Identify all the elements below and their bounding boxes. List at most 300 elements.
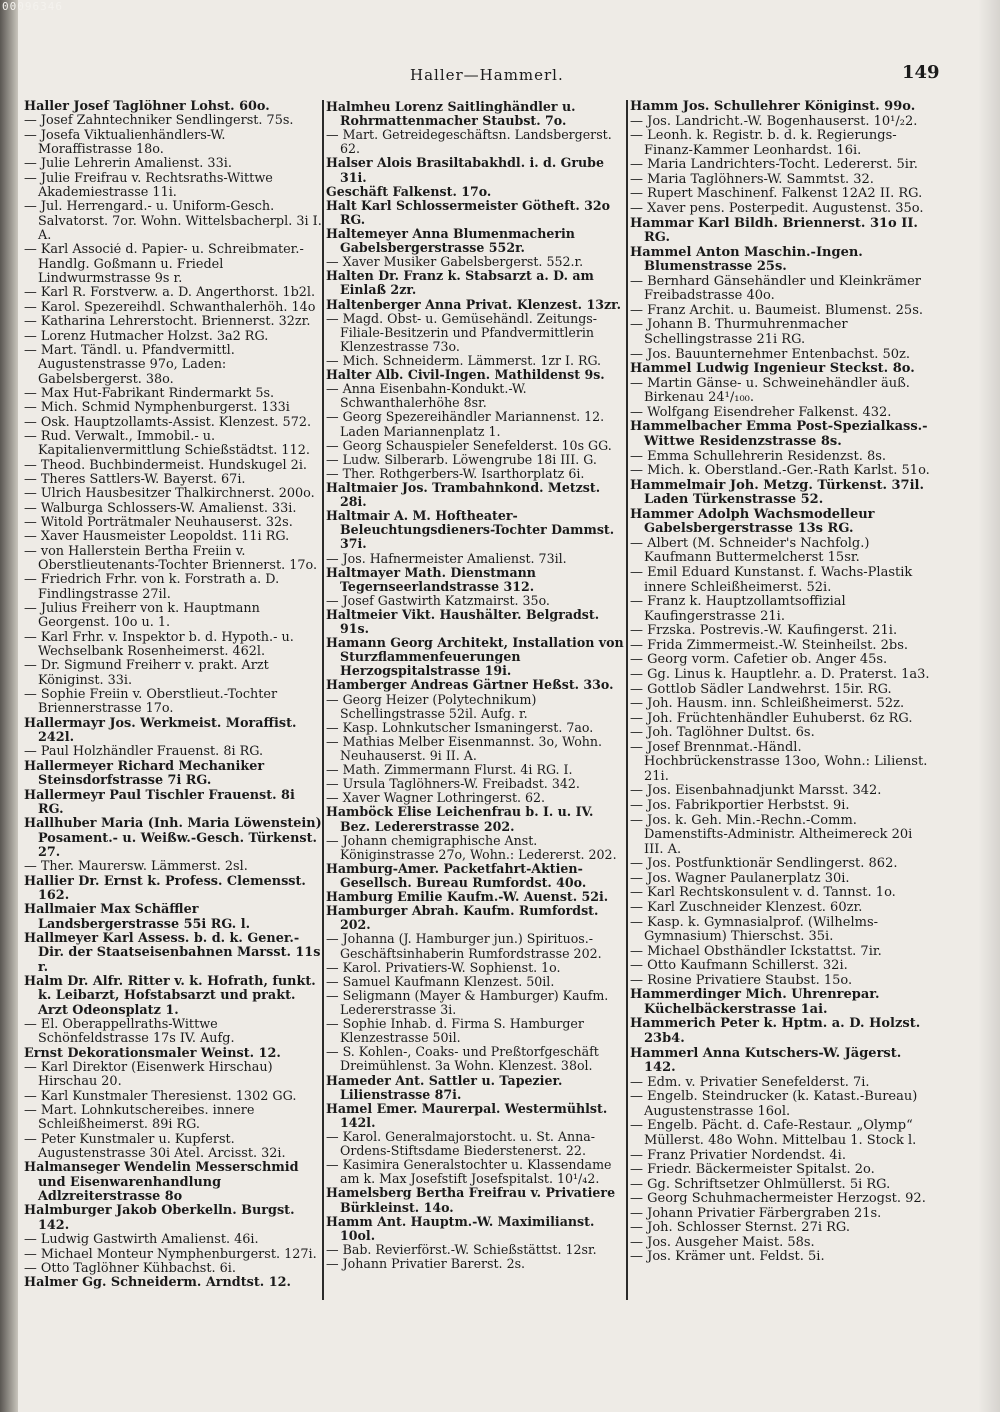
directory-entry [24, 875, 322, 904]
directory-entry [326, 693, 624, 721]
entry-text: Hammel Anton Maschin.-Ingen. Blumenstrasse 25s. [630, 245, 863, 275]
entry-text: — Peter Kunstmaler u. Kupferst. Augustenstrasse 30i Atel. Arcisst. 32i. [24, 1132, 286, 1162]
entry-text: — Mart. Tändl. u. Pfandvermittl. Augustenstrasse 97o, Laden: Gabelsbergerst. 38o. [24, 343, 235, 387]
entry-text: — Bernhard Gänsehändler und Kleinkrämer Freibadstrasse 40o. [630, 274, 922, 304]
entry-text: — Rosine Privatiere Staubst. 15o. [630, 973, 853, 988]
directory-entry [630, 916, 930, 945]
directory-entry [326, 932, 624, 960]
entry-text: — Otto Kaufmann Schillerst. 32i. [630, 959, 848, 974]
entry-text: — Karl R. Forstverw. a. D. Angerthorst. 1b2l. [24, 286, 316, 301]
entry-text: Haltemeyer Anna Blumenmacherin Gabelsbergerstrasse 552r. [326, 226, 575, 256]
entry-text: — Witold Porträtmaler Neuhauserst. 32s. [24, 515, 293, 530]
entry-text: — Karol. Spezereihdl. Schwanthalerhöh. 14o [24, 300, 316, 315]
directory-entry [630, 100, 930, 115]
entry-text: — Georg vorm. Cafetier ob. Anger 45s. [630, 653, 888, 668]
directory-entry [326, 453, 624, 467]
directory-entry [630, 1250, 930, 1265]
directory-entry [630, 1163, 930, 1178]
directory-entry [24, 975, 322, 1018]
directory-entry [630, 1178, 930, 1193]
directory-entry [24, 459, 322, 473]
directory-entry [630, 479, 930, 508]
entry-text: Hamelsberg Bertha Freifrau v. Privatiere Bürkleinst. 14o. [326, 1186, 616, 1215]
directory-entry [326, 439, 624, 453]
directory-entry [630, 1192, 930, 1207]
entry-text: — Emma Schullehrerin Residenzst. 8s. [630, 449, 887, 464]
directory-column-1 [24, 100, 322, 1291]
entry-text: — Sophie Freiin v. Oberstlieut.-Tochter Briennerstrasse 17o. [24, 688, 278, 717]
entry-text: Hammerl Anna Kutschers-W. Jägerst. 142. [630, 1046, 902, 1076]
entry-text: Hallmaier Max Schäffler Landsbergerstrasse 55i RG. l. [24, 903, 251, 932]
entry-text: — Dr. Sigmund Freiherr v. prakt. Arzt Königinst. 33i. [24, 659, 269, 688]
entry-text: — Otto Taglöhner Kühbachst. 6i. [24, 1261, 236, 1276]
directory-entry [630, 712, 930, 727]
entry-text: Hammerdinger Mich. Uhrenrepar. Küchelbäckerstrasse 1ai. [630, 988, 880, 1017]
directory-entry [326, 128, 624, 156]
entry-text: Halt Karl Schlossermeister Götheft. 32o RG. [326, 198, 611, 227]
directory-entry [24, 1262, 322, 1276]
directory-entry [24, 659, 322, 688]
entry-text: — Mart. Lohnkutschereibes. innere Schleißheimerst. 89i RG. [24, 1104, 255, 1133]
directory-entry [24, 573, 322, 602]
directory-entry [630, 1047, 930, 1076]
directory-entry [630, 115, 930, 130]
entry-text: — Karol. Generalmajorstocht. u. St. Anna-Ordens-Stiftsdame Biederstenerst. 22. [326, 1129, 595, 1159]
entry-text: Haltmaier Jos. Trambahnkond. Metzst. 28i. [326, 480, 601, 510]
directory-entry [24, 631, 322, 660]
entry-text: — Friedr. Bäckermeister Spitalst. 2o. [630, 1163, 875, 1178]
directory-entry [24, 401, 322, 415]
entry-text: — Max Hut-Fabrikant Rindermarkt 5s. [24, 386, 275, 401]
directory-entry [24, 344, 322, 387]
directory-entry [326, 1130, 624, 1158]
directory-entry [24, 286, 322, 300]
directory-entry [326, 552, 624, 566]
directory-entry [326, 227, 624, 255]
directory-entry [630, 377, 930, 406]
entry-text: — Karl Rechtskonsulent v. d. Tannst. 1o. [630, 886, 896, 901]
entry-text: Halmanseger Wendelin Messerschmid und Eisenwarenhandlung Adlzreiterstrasse 8o [24, 1161, 299, 1205]
directory-entry [326, 1186, 624, 1214]
directory-entry [24, 903, 322, 932]
directory-entry [326, 862, 624, 890]
directory-entry [630, 1090, 930, 1119]
entry-text: Hamburger Abrah. Kaufm. Rumfordst. 202. [326, 904, 599, 933]
directory-entry [630, 202, 930, 217]
directory-entry [630, 814, 930, 858]
directory-entry [326, 382, 624, 410]
directory-entry [24, 1233, 322, 1247]
directory-entry [326, 890, 624, 904]
directory-entry [630, 129, 930, 158]
entry-text: Hallhuber Maria (Inh. Maria Löwenstein) Posament.- u. Weißw.-Gesch. Türkenst. 27. [24, 817, 322, 860]
directory-entry [630, 246, 930, 275]
entry-text: — Mart. Getreidegeschäftsn. Landsbergerst. 62. [326, 128, 612, 157]
entry-text: Hamburg-Amer. Packetfahrt-Aktien-Gesellsch. Bureau Rumfordst. 40o. [326, 861, 587, 891]
directory-entry [24, 1248, 322, 1262]
entry-text: — Engelb. Steindrucker (k. Katast.-Bureau) Augustenstrasse 16ol. [630, 1090, 918, 1119]
entry-text: — Johann B. Thurmuhrenmacher Schellingstrasse 21i RG. [630, 318, 848, 347]
directory-entry [630, 362, 930, 377]
directory-entry [326, 509, 624, 551]
entry-text: — Sophie Inhab. d. Firma S. Hamburger Klenzestrasse 50il. [326, 1017, 584, 1046]
directory-entry [630, 348, 930, 363]
directory-column-2 [326, 100, 624, 1271]
entry-text: — Karl Associé d. Papier- u. Schreibmater.-Handlg. Goßmann u. Friedel Lindwurmstrasse 9s r. [24, 243, 304, 287]
directory-entry [24, 200, 322, 243]
entry-text: — Friedrich Frhr. von k. Forstrath a. D. Findlingstrasse 27il. [24, 573, 280, 602]
directory-entry [630, 406, 930, 421]
page-number: 149 [902, 62, 940, 83]
directory-entry [326, 1102, 624, 1130]
directory-entry [326, 1243, 624, 1257]
directory-entry [24, 932, 322, 975]
entry-text: — Ursula Taglöhners-W. Freibadst. 342. [326, 777, 580, 792]
directory-entry [24, 1133, 322, 1162]
directory-entry [326, 312, 624, 354]
entry-text: — Seligmann (Mayer & Hamburger) Kaufm. Ledererstrasse 3i. [326, 988, 609, 1017]
directory-entry [24, 545, 322, 574]
directory-entry [630, 1076, 930, 1091]
entry-text: — Jul. Herrengard.- u. Uniform-Gesch. Salvatorst. 7or. Wohn. Wittelsbacherpl. 3i I. A. [24, 200, 322, 244]
entry-text: — Math. Zimmermann Flurst. 4i RG. I. [326, 763, 573, 778]
entry-text: — Georg Schauspieler Senefelderst. 10s GG. [326, 438, 612, 453]
directory-entry [630, 799, 930, 814]
entry-text: — Mich. Schneiderm. Lämmerst. 1zr I. RG. [326, 353, 602, 368]
directory-entry [24, 430, 322, 459]
entry-text: — Xaver pens. Posterpedit. Augustenst. 35o. [630, 201, 924, 216]
directory-entry [630, 668, 930, 683]
entry-text: — Osk. Hauptzollamts-Assist. Klenzest. 572. [24, 415, 312, 430]
directory-entry [24, 602, 322, 631]
entry-text: — Franz k. Hauptzollamtsoffizial Kaufingerstrasse 21i. [630, 595, 846, 624]
entry-text: — Kasp. Lohnkutscher Ismaningerst. 7ao. [326, 720, 594, 735]
entry-text: — Albert (M. Schneider's Nachfolg.) Kaufmann Buttermelcherst 15sr. [630, 536, 870, 566]
directory-entry [326, 791, 624, 805]
directory-entry [24, 789, 322, 818]
entry-text: — Maria Taglöhners-W. Sammtst. 32. [630, 172, 874, 187]
directory-entry [24, 1018, 322, 1047]
entry-text: Halmheu Lorenz Saitlinghändler u. Rohrmattenmacher Staubst. 7o. [326, 100, 576, 129]
entry-text: Hamel Emer. Maurerpal. Westermühlst. 142l. [326, 1101, 608, 1130]
directory-entry [24, 315, 322, 329]
directory-entry [630, 945, 930, 960]
directory-entry [24, 1204, 322, 1233]
directory-entry [630, 537, 930, 566]
directory-entry [24, 1090, 322, 1104]
directory-entry [630, 872, 930, 887]
directory-entry [326, 298, 624, 312]
entry-text: Hamböck Elise Leichenfrau b. I. u. IV. Bez. Ledererstrasse 202. [326, 805, 594, 834]
directory-entry [24, 129, 322, 158]
entry-text: Hammerich Peter k. Hptm. a. D. Holzst. 23b4. [630, 1017, 921, 1046]
directory-entry [630, 784, 930, 799]
directory-entry [630, 217, 930, 246]
entry-text: — Jos. Postfunktionär Sendlingerst. 862. [630, 857, 898, 872]
directory-entry [326, 721, 624, 735]
entry-text: — Karl Kunstmaler Theresienst. 1302 GG. [24, 1089, 297, 1104]
page-edge-shadow [978, 0, 1000, 1412]
entry-text: Hallermayr Jos. Werkmeist. Moraffist. 242l. [24, 716, 297, 746]
entry-text: Hamberger Andreas Gärtner Heßst. 33o. [326, 678, 614, 693]
running-head: Haller—Hammerl. [410, 66, 564, 84]
entry-text: — Johann Privatier Färbergraben 21s. [630, 1206, 882, 1221]
directory-entry [630, 566, 930, 595]
directory-entry [630, 1236, 930, 1251]
directory-entry [24, 487, 322, 501]
entry-text: — Michael Monteur Nymphenburgerst. 127i. [24, 1247, 317, 1262]
directory-entry [630, 741, 930, 785]
directory-entry [630, 304, 930, 319]
entry-text: — Jos. Eisenbahnadjunkt Marsst. 342. [630, 784, 882, 799]
directory-entry [326, 199, 624, 227]
directory-entry [326, 156, 624, 184]
directory-entry [630, 1221, 930, 1236]
directory-entry [24, 1104, 322, 1133]
entry-text: Ernst Dekorationsmaler Weinst. 12. [24, 1046, 281, 1061]
entry-text: Hallermeyer Richard Mechaniker Steinsdorfstrasse 7i RG. [24, 759, 265, 789]
directory-entry [326, 961, 624, 975]
entry-text: — Franz Archit. u. Baumeist. Blumenst. 25s. [630, 303, 924, 318]
entry-text: Haltmeier Vikt. Haushälter. Belgradst. 91s. [326, 607, 600, 637]
entry-text: — Ludw. Silberarb. Löwengrube 18i III. G. [326, 452, 597, 467]
entry-text: — Mich. Schmid Nymphenburgerst. 133i [24, 401, 290, 416]
directory-entry [630, 901, 930, 916]
directory-entry [24, 1276, 322, 1290]
directory-entry [630, 683, 930, 698]
directory-entry [24, 301, 322, 315]
directory-entry [24, 1161, 322, 1204]
entry-text: — Jos. Bauunternehmer Entenbachst. 50z. [630, 347, 911, 362]
entry-text: — Frida Zimmermeist.-W. Steinheilst. 2bs. [630, 638, 909, 653]
entry-text: Hamm Jos. Schullehrer Königinst. 99o. [630, 100, 916, 114]
directory-entry [326, 1215, 624, 1243]
directory-entry [24, 157, 322, 171]
directory-entry [630, 726, 930, 741]
entry-text: Halser Alois Brasiltabakhdl. i. d. Grube 31i. [326, 156, 604, 185]
entry-text: — Jos. Krämer unt. Feldst. 5i. [630, 1250, 825, 1265]
directory-entry [326, 1045, 624, 1073]
directory-entry [24, 1047, 322, 1061]
entry-text: Hallier Dr. Ernst k. Profess. Clemensst. 162. [24, 874, 306, 903]
entry-text: — Ludwig Gastwirth Amalienst. 46i. [24, 1233, 259, 1248]
entry-text: — Josef Brennmat.-Händl. Hochbrückenstrasse 13oo, Wohn.: Lilienst. 21i. [630, 740, 928, 784]
entry-text: — Maria Landrichters-Tocht. Ledererst. 5ir. [630, 158, 918, 173]
directory-entry [326, 805, 624, 833]
directory-entry [326, 185, 624, 199]
entry-text: — Jos. Hafnermeister Amalienst. 73il. [326, 551, 567, 566]
entry-text: Hallmeyer Karl Assess. b. d. k. Gener.-Dir. der Staatseisenbahnen Marsst. 11s r. [24, 931, 321, 975]
entry-text: — Georg Heizer (Polytechnikum) Schellingstrasse 52il. Aufg. r. [326, 692, 537, 721]
entry-text: Halten Dr. Franz k. Stabsarzt a. D. am Einlaß 2zr. [326, 269, 594, 298]
directory-entry [630, 275, 930, 304]
directory-entry [630, 974, 930, 989]
entry-text: Hammar Karl Bildh. Briennerst. 31o II. RG. [630, 216, 918, 246]
entry-text: Hamm Ant. Hauptm.-W. Maximilianst. 10ol. [326, 1214, 595, 1243]
entry-text: — Leonh. k. Registr. b. d. k. Regierungs-Finanz-Kammer Leonhardst. 16i. [630, 129, 897, 158]
entry-text: — Jos. Wagner Paulanerplatz 30i. [630, 871, 850, 886]
entry-text: — Johann Privatier Barerst. 2s. [326, 1256, 526, 1271]
entry-text: — Kasp. k. Gymnasialprof. (Wilhelms-Gymnasium) Thierschst. 35i. [630, 915, 879, 945]
directory-entry [24, 502, 322, 516]
directory-entry [326, 354, 624, 368]
entry-text: — Georg Schuhmachermeister Herzogst. 92. [630, 1192, 926, 1207]
directory-entry [326, 594, 624, 608]
directory-entry [630, 508, 930, 537]
entry-text: — Frzska. Postrevis.-W. Kaufingerst. 21i. [630, 624, 898, 639]
directory-entry [24, 387, 322, 401]
entry-text: — Paul Holzhändler Frauenst. 8i RG. [24, 745, 264, 760]
entry-text: — Josef Zahntechniker Sendlingerst. 75s. [24, 114, 294, 129]
entry-text: — Emil Eduard Kunstanst. f. Wachs-Plastik innere Schleißheimerst. 52i. [630, 566, 913, 595]
directory-entry [24, 172, 322, 201]
entry-text: — Edm. v. Privatier Senefelderst. 7i. [630, 1075, 870, 1090]
entry-text: — Mich. k. Oberstland.-Ger.-Rath Karlst. 51o. [630, 464, 930, 479]
directory-entry [24, 516, 322, 530]
directory-entry [630, 886, 930, 901]
directory-entry [630, 464, 930, 479]
entry-text: — Wolfgang Eisendreher Falkenst. 432. [630, 405, 892, 420]
directory-entry [326, 735, 624, 763]
entry-text: — Karl Direktor (Eisenwerk Hirschau) Hirschau 20. [24, 1061, 273, 1090]
directory-entry [326, 269, 624, 297]
entry-text: Haltmayer Math. Dienstmann Tegernseerlandstrasse 312. [326, 565, 536, 594]
entry-text: — Walburga Schlossers-W. Amalienst. 33i. [24, 501, 297, 516]
entry-text: — Ther. Rothgerbers-W. Isarthorplatz 6i. [326, 466, 585, 481]
entry-text: — Jos. Ausgeher Maist. 58s. [630, 1235, 815, 1250]
directory-entry [630, 959, 930, 974]
directory-entry [326, 566, 624, 594]
entry-text: — Johann chemigraphische Anst. Königinstrasse 27o, Wohn.: Ledererst. 202. [326, 833, 617, 862]
entry-text: — Engelb. Pächt. d. Cafe-Restaur. „Olymp“ Müllerst. 48o Wohn. Mittelbau 1. Stock l. [630, 1119, 917, 1148]
entry-text: — Kasimira Generalstochter u. Klassendame am k. Max Josefstift Josefspitalst. 10¹/₄2. [326, 1158, 612, 1187]
directory-entry [630, 1149, 930, 1164]
entry-text: — Mathias Melber Eisenmannst. 3o, Wohn. Neuhauserst. 9i II. A. [326, 734, 603, 764]
directory-entry [326, 1158, 624, 1186]
entry-text: Hammel Ludwig Ingenieur Steckst. 8o. [630, 362, 915, 377]
entry-text: — Karl Zuschneider Klenzest. 60zr. [630, 900, 863, 915]
entry-text: — Gottlob Sädler Landwehrst. 15ir. RG. [630, 682, 892, 697]
entry-text: — Rupert Maschinenf. Falkenst 12A2 II. RG. [630, 187, 923, 202]
directory-entry [326, 255, 624, 269]
directory-entry [326, 777, 624, 791]
directory-entry [326, 1257, 624, 1271]
entry-text: Halmer Gg. Schneiderm. Arndtst. 12. [24, 1276, 291, 1291]
entry-text: Hamann Georg Architekt, Installation von Sturzflammenfeuerungen Herzogspitalstrasse 19i. [326, 636, 624, 679]
directory-entry [630, 624, 930, 639]
directory-entry [630, 450, 930, 465]
directory-entry [630, 697, 930, 712]
entry-text: — Jos. Landricht.-W. Bogenhauserst. 10¹/₂2. [630, 114, 918, 129]
entry-text: Hallermeyr Paul Tischler Frauenst. 8i RG. [24, 788, 295, 817]
entry-text: Halter Alb. Civil-Ingen. Mathildenst 9s. [326, 368, 605, 383]
entry-text: — Julie Lehrerin Amalienst. 33i. [24, 157, 232, 172]
directory-entry [24, 530, 322, 544]
entry-text: — Theod. Buchbindermeist. Hundskugel 2i. [24, 458, 307, 473]
directory-entry [24, 114, 322, 128]
scan-id: 00096346 [2, 0, 63, 13]
directory-entry [24, 100, 322, 114]
directory-entry [326, 368, 624, 382]
entry-text: Haller Josef Taglöhner Lohst. 60o. [24, 100, 270, 114]
directory-entry [24, 717, 322, 746]
directory-entry [630, 653, 930, 668]
directory-entry [326, 975, 624, 989]
directory-entry [630, 595, 930, 624]
directory-entry [326, 904, 624, 932]
directory-entry [630, 1119, 930, 1148]
directory-entry [24, 817, 322, 860]
entry-text: — Georg Spezereihändler Mariannenst. 12. Laden Mariannenplatz 1. [326, 410, 605, 439]
entry-text: Haltmair A. M. Hoftheater-Beleuchtungsdieners-Tochter Dammst. 37i. [326, 509, 615, 552]
entry-text: Hameder Ant. Sattler u. Tapezier. Lilienstrasse 87i. [326, 1073, 563, 1102]
entry-text: — Samuel Kaufmann Klenzest. 50il. [326, 974, 555, 989]
directory-entry [24, 1061, 322, 1090]
entry-text: Halm Dr. Alfr. Ritter v. k. Hofrath, funkt. k. Leibarzt, Hofstabsarzt und prakt. Arzt Odeonsplatz 1. [24, 974, 316, 1018]
entry-text: — Gg. Linus k. Hauptlehr. a. D. Praterst. 1a3. [630, 667, 930, 682]
entry-text: — Theres Sattlers-W. Bayerst. 67i. [24, 472, 246, 487]
column-rule [322, 100, 324, 1300]
directory-column-3 [630, 100, 930, 1265]
entry-text: — El. Oberappellraths-Wittwe Schönfeldstrasse 17s IV. Aufg. [24, 1018, 235, 1047]
directory-entry [24, 473, 322, 487]
entry-text: — Julius Freiherr von k. Hauptmann Georgenst. 10o u. 1. [24, 602, 260, 631]
entry-text: — Ulrich Hausbesitzer Thalkirchnerst. 200o. [24, 487, 315, 502]
directory-entry [326, 834, 624, 862]
entry-text: — Xaver Musiker Gabelsbergerst. 552.r. [326, 255, 584, 270]
entry-text: — Joh. Taglöhner Dultst. 6s. [630, 726, 815, 741]
directory-entry [24, 330, 322, 344]
entry-text: — Gg. Schriftsetzer Ohlmüllerst. 5i RG. [630, 1177, 891, 1192]
directory-entry [630, 187, 930, 202]
directory-entry [24, 688, 322, 717]
binding-margin [0, 0, 18, 1412]
directory-entry [326, 608, 624, 636]
entry-text: — Xaver Hausmeister Leopoldst. 11i RG. [24, 530, 290, 545]
directory-entry [630, 318, 930, 347]
directory-entry [326, 678, 624, 692]
directory-entry [24, 243, 322, 286]
directory-entry [326, 763, 624, 777]
page-header [20, 62, 980, 92]
entry-text: — Michael Obsthändler Ickstattst. 7ir. [630, 944, 882, 959]
directory-entry [630, 158, 930, 173]
entry-text: Geschäft Falkenst. 17o. [326, 184, 492, 199]
entry-text: — Anna Eisenbahn-Kondukt.-W. Schwanthalerhöhe 8sr. [326, 382, 527, 411]
column-rule [626, 100, 628, 1300]
entry-text: Haltenberger Anna Privat. Klenzest. 13zr. [326, 297, 621, 312]
directory-entry [24, 760, 322, 789]
directory-entry [630, 857, 930, 872]
entry-text: — Karl Frhr. v. Inspektor b. d. Hypoth.- u. Wechselbank Rosenheimerst. 462l. [24, 630, 294, 660]
entry-text: — Rud. Verwalt., Immobil.- u. Kapitalienvermittlung Schießstädtst. 112. [24, 429, 310, 459]
directory-entry [630, 1207, 930, 1222]
entry-text: — Joh. Früchtenhändler Euhuberst. 6z RG. [630, 711, 913, 726]
entry-text: Hammer Adolph Wachsmodelleur Gabelsbergerstrasse 13s RG. [630, 507, 875, 537]
directory-entry [24, 745, 322, 759]
entry-text: — Franz Privatier Nordendst. 4i. [630, 1148, 846, 1163]
entry-text: — Ther. Maurersw. Lämmerst. 2sl. [24, 860, 248, 875]
entry-text: — Joh. Schlosser Sternst. 27i RG. [630, 1221, 850, 1236]
directory-entry [630, 639, 930, 654]
entry-text: Hammelmair Joh. Metzg. Türkenst. 37il. Laden Türkenstrasse 52. [630, 478, 925, 508]
entry-text: Hamburg Emilie Kaufm.-W. Auenst. 52i. [326, 890, 609, 905]
directory-entry [630, 173, 930, 188]
entry-text: — Jos. Fabrikportier Herbstst. 9i. [630, 799, 850, 813]
directory-entry [326, 1017, 624, 1045]
entry-text: — Josefa Viktualienhändlers-W. Moraffistrasse 18o. [24, 128, 226, 158]
directory-entry [326, 410, 624, 438]
